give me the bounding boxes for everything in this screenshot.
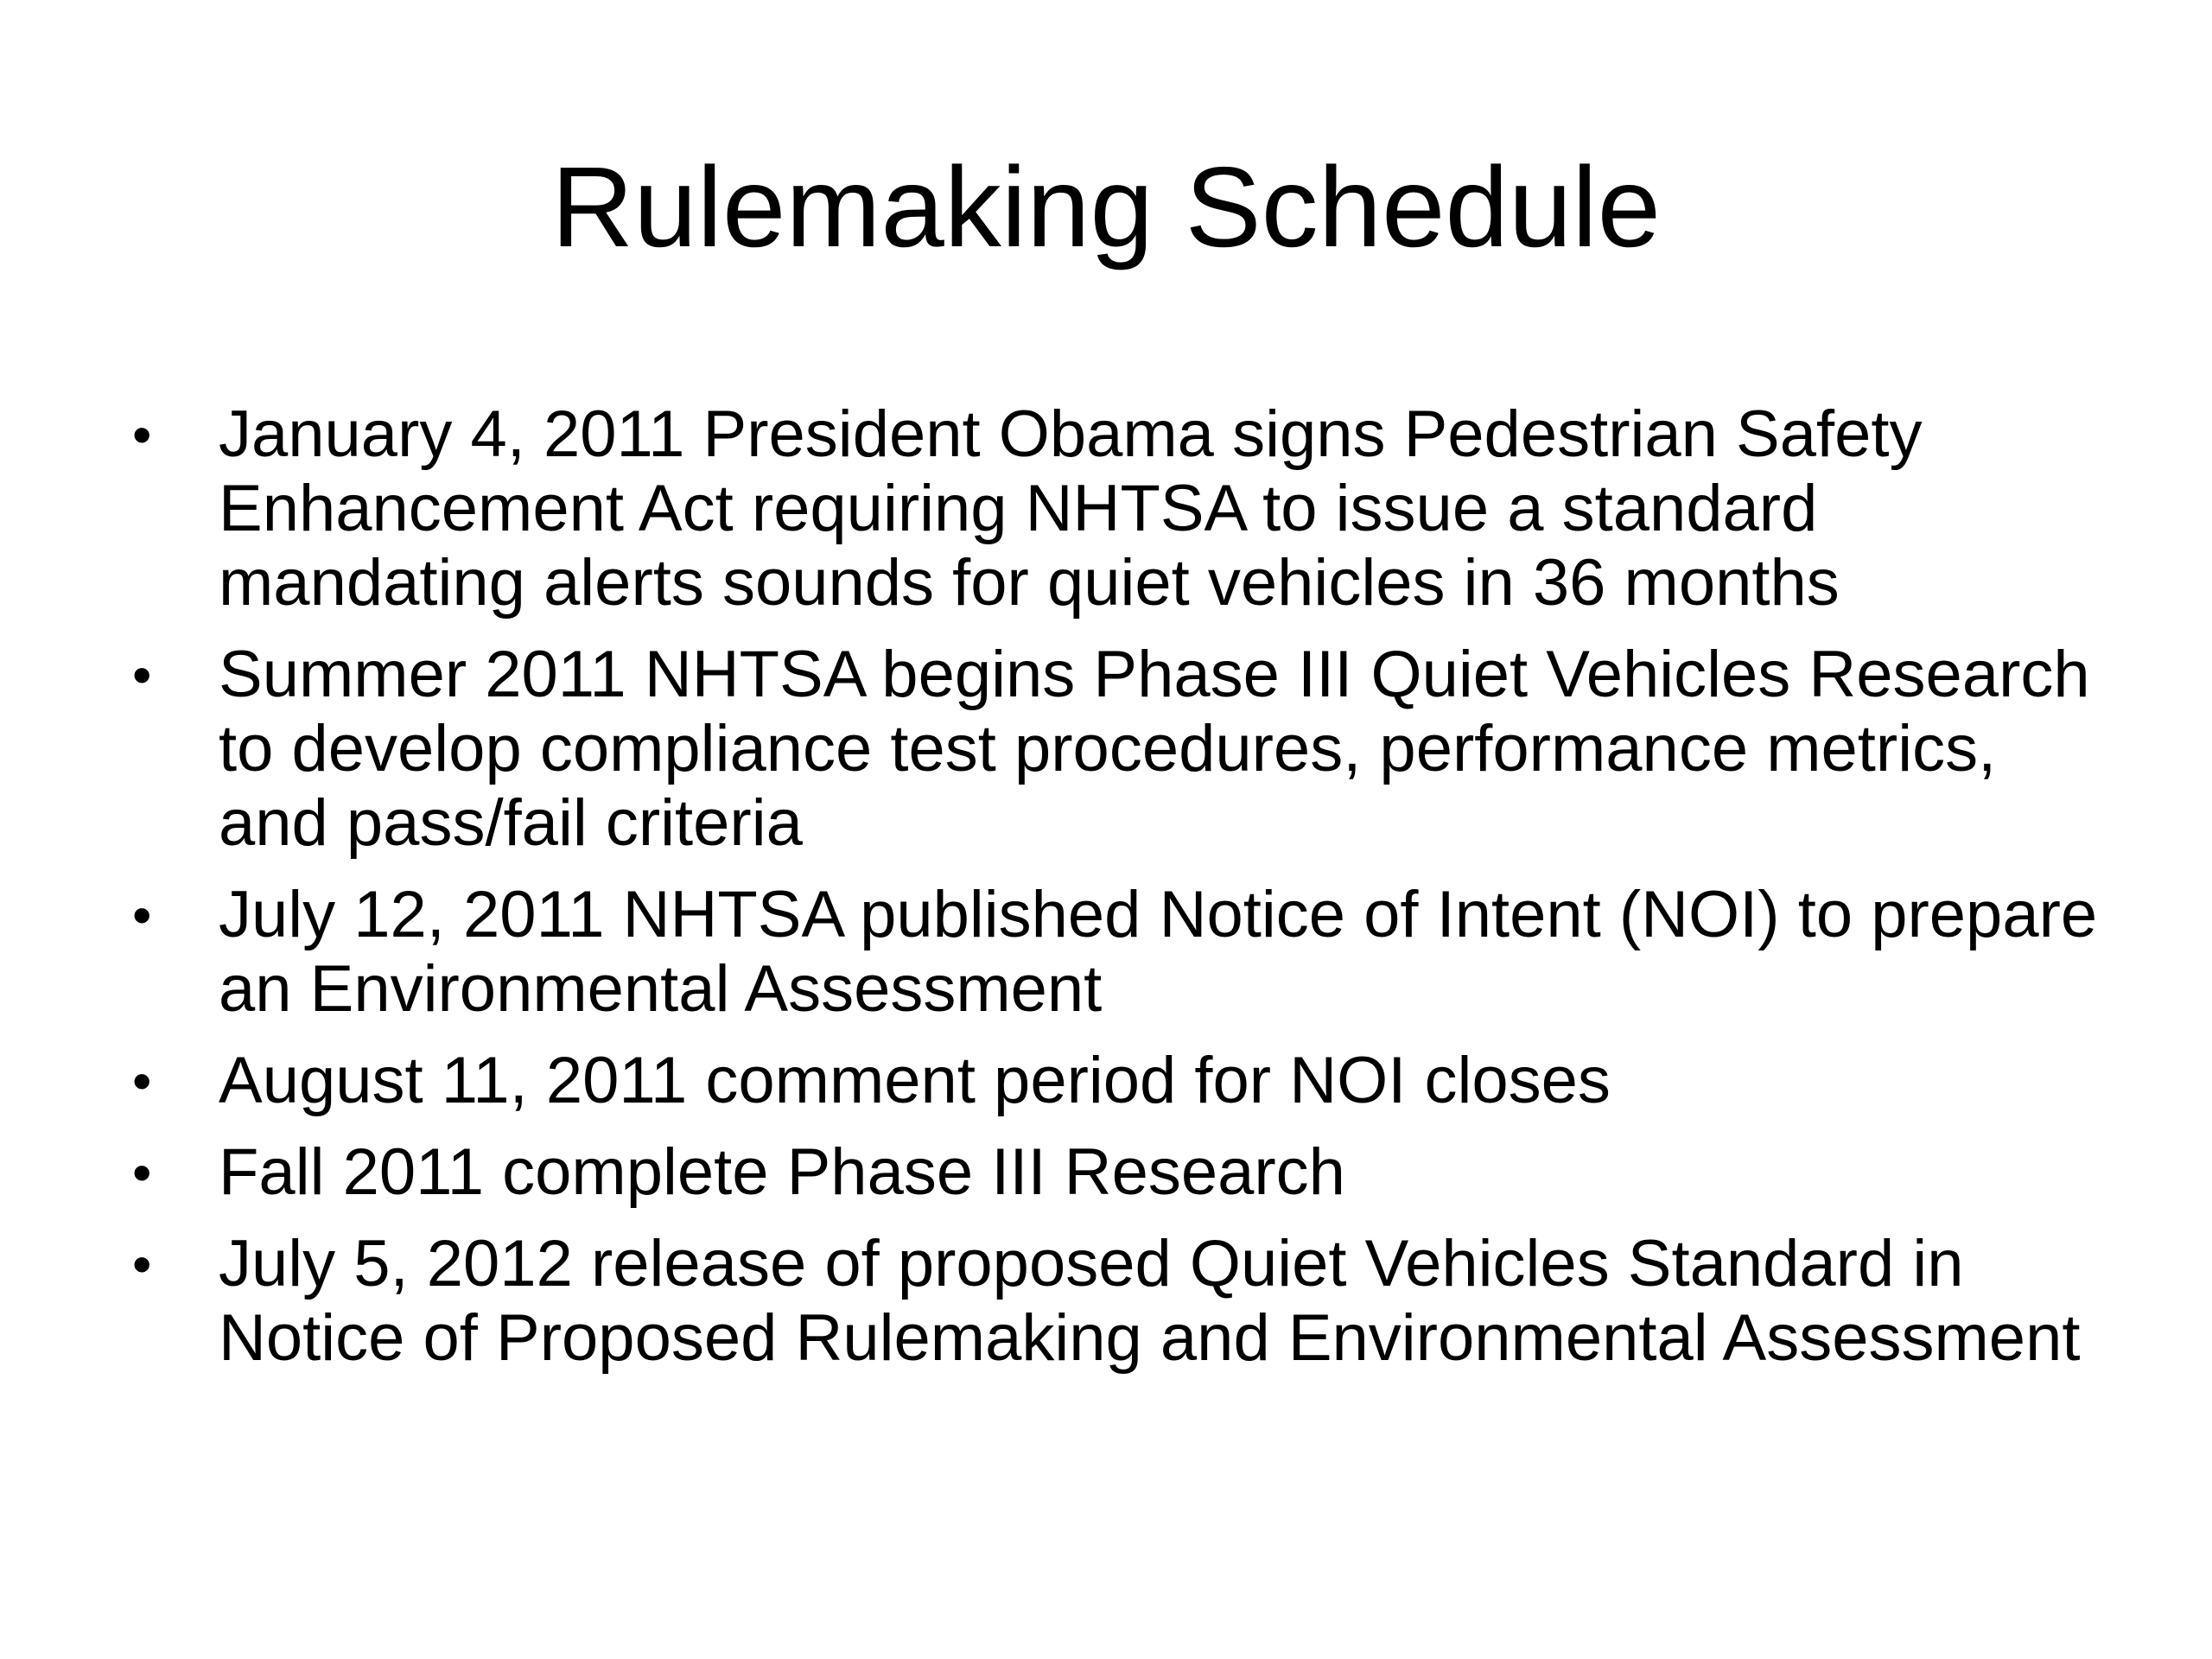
bullet-text: Summer 2011 NHTSA begins Phase III Quiet Vehicles Research to develop compliance test procedures, performance metrics, and pass/fail criteria [219, 638, 2090, 860]
bullet-dot-icon: • [132, 1233, 152, 1295]
bullet-item [125, 1135, 2113, 1210]
bullet-text: January 4, 2011 President Obama signs Pedestrian Safety Enhancement Act requiring NHTSA to issue a standard mandating alerts sounds for quiet vehicles in 36 months [219, 397, 1923, 620]
slide-title: Rulemaking Schedule [550, 143, 1662, 270]
bullet-item [125, 638, 2113, 861]
bullet-text: July 5, 2012 release of proposed Quiet Vehicles Standard in Notice of Proposed Rulemaking and Environmental Assessment [219, 1227, 2081, 1375]
bullet-item [125, 1044, 2113, 1118]
bullet-dot-icon: • [132, 644, 152, 706]
bullet-item [125, 1227, 2113, 1376]
bullet-list [125, 397, 2113, 1393]
bullet-item [125, 397, 2113, 620]
bullet-text: July 12, 2011 NHTSA published Notice of Intent (NOI) to prepare an Environmental Assessment [219, 878, 2098, 1026]
bullet-dot-icon: • [132, 884, 152, 946]
bullet-dot-icon: • [132, 1050, 152, 1112]
bullet-text: August 11, 2011 comment period for NOI closes [219, 1044, 1611, 1117]
bullet-text: Fall 2011 complete Phase III Research [219, 1135, 1345, 1209]
bullet-dot-icon: • [132, 404, 152, 466]
bullet-dot-icon: • [132, 1141, 152, 1204]
bullet-item [125, 878, 2113, 1027]
